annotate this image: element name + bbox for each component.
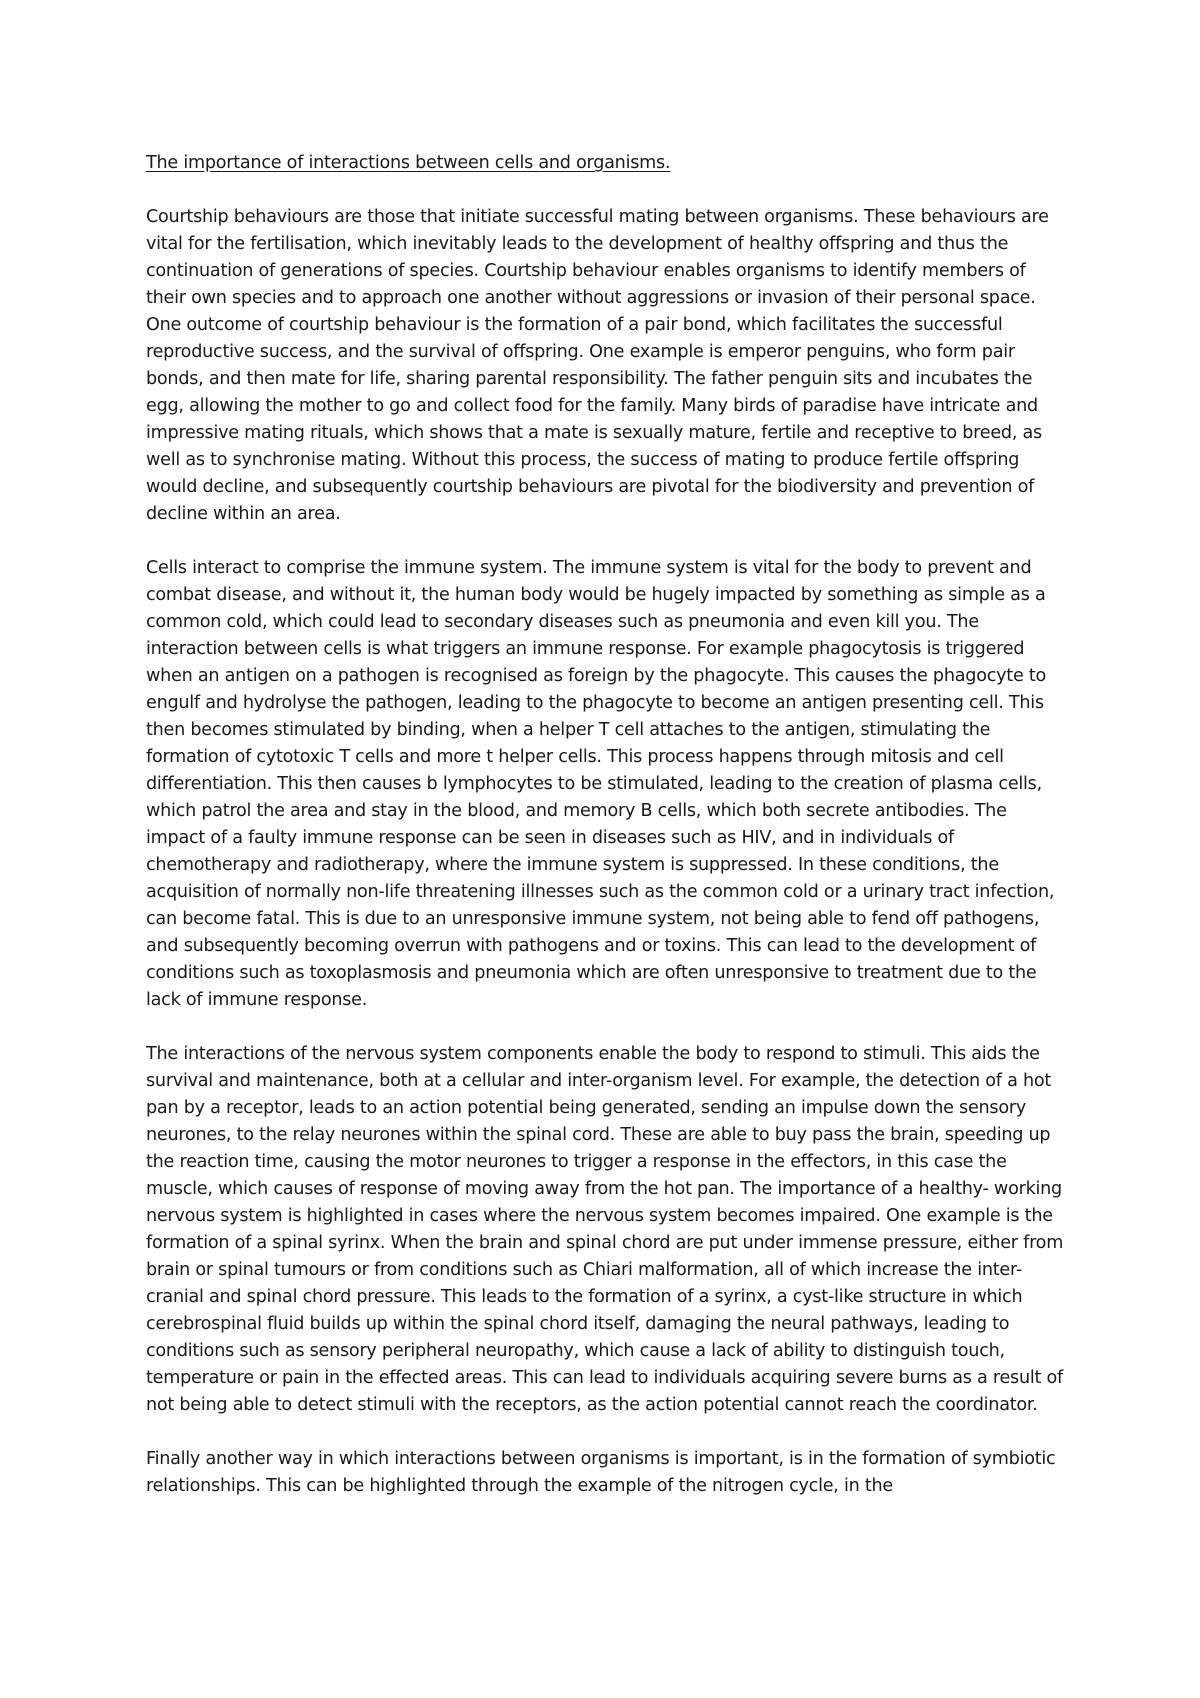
paragraph-courtship: Courtship behaviours are those that initiate successful mating between organisms. These behaviours are vital for the fertilisation, which inevitably leads to the development of healthy offspring and thus the continuation of generations of species. Courtship behaviour enables organisms to identify members of their own species and to approach one another without aggressions or invasion of their personal space. One outcome of courtship behaviour is the formation of a pair bond, which facilitates the successful reproductive success, and the survival of offspring. One example is emperor penguins, who form pair bonds, and then mate for life, sharing parental responsibility. The father penguin sits and incubates the egg, allowing the mother to go and collect food for the family. Many birds of paradise have intricate and impressive mating rituals, which shows that a mate is sexually mature, fertile and receptive to breed, as well as to synchronise mating. Without this process, the success of mating to produce fertile offspring would decline, and subsequently courtship behaviours are pivotal for the biodiversity and prevention of decline within an area.: [146, 207, 1049, 524]
paragraph-symbiotic-relationships: Finally another way in which interactions between organisms is important, is in the formation of symbiotic relationships. This can be highlighted through the example of the nitrogen cycle, in the: [146, 1449, 1056, 1496]
document-body: [146, 150, 1066, 1527]
paragraph-nervous-system: The interactions of the nervous system components enable the body to respond to stimuli. This aids the survival and maintenance, both at a cellular and inter-organism level. For example, the detection of a hot pan by a receptor, leads to an action potential being generated, sending an impulse down the sensory neurones, to the relay neurones within the spinal cord. These are able to buy pass the brain, speeding up the reaction time, causing the motor neurones to trigger a response in the effectors, in this case the muscle, which causes of response of moving away from the hot pan. The importance of a healthy- working nervous system is highlighted in cases where the nervous system becomes impaired. One example is the formation of a spinal syrinx. When the brain and spinal chord are put under immense pressure, either from brain or spinal tumours or from conditions such as Chiari malformation, all of which increase the inter-cranial and spinal chord pressure. This leads to the formation of a syrinx, a cyst-like structure in which cerebrospinal fluid builds up within the spinal chord itself, damaging the neural pathways, leading to conditions such as sensory peripheral neuropathy, which cause a lack of ability to distinguish touch, temperature or pain in the effected areas. This can lead to individuals acquiring severe burns as a result of not being able to detect stimuli with the receptors, as the action potential cannot reach the coordinator.: [146, 1044, 1064, 1415]
paragraph-immune-system: Cells interact to comprise the immune system. The immune system is vital for the body to prevent and combat disease, and without it, the human body would be hugely impacted by something as simple as a common cold, which could lead to secondary diseases such as pneumonia and even kill you. The interaction between cells is what triggers an immune response. For example phagocytosis is triggered when an antigen on a pathogen is recognised as foreign by the phagocyte. This causes the phagocyte to engulf and hydrolyse the pathogen, leading to the phagocyte to become an antigen presenting cell. This then becomes stimulated by binding, when a helper T cell attaches to the antigen, stimulating the formation of cytotoxic T cells and more t helper cells. This process happens through mitosis and cell differentiation. This then causes b lymphocytes to be stimulated, leading to the creation of plasma cells, which patrol the area and stay in the blood, and memory B cells, which both secrete antibodies. The impact of a faulty immune response can be seen in diseases such as HIV, and in individuals of chemotherapy and radiotherapy, where the immune system is suppressed. In these conditions, the acquisition of normally non-life threatening illnesses such as the common cold or a urinary tract infection, can become fatal. This is due to an unresponsive immune system, not being able to fend off pathogens, and subsequently becoming overrun with pathogens and or toxins. This can lead to the development of conditions such as toxoplasmosis and pneumonia which are often unresponsive to treatment due to the lack of immune response.: [146, 558, 1055, 1010]
document-title: The importance of interactions between cells and organisms.: [146, 153, 671, 173]
